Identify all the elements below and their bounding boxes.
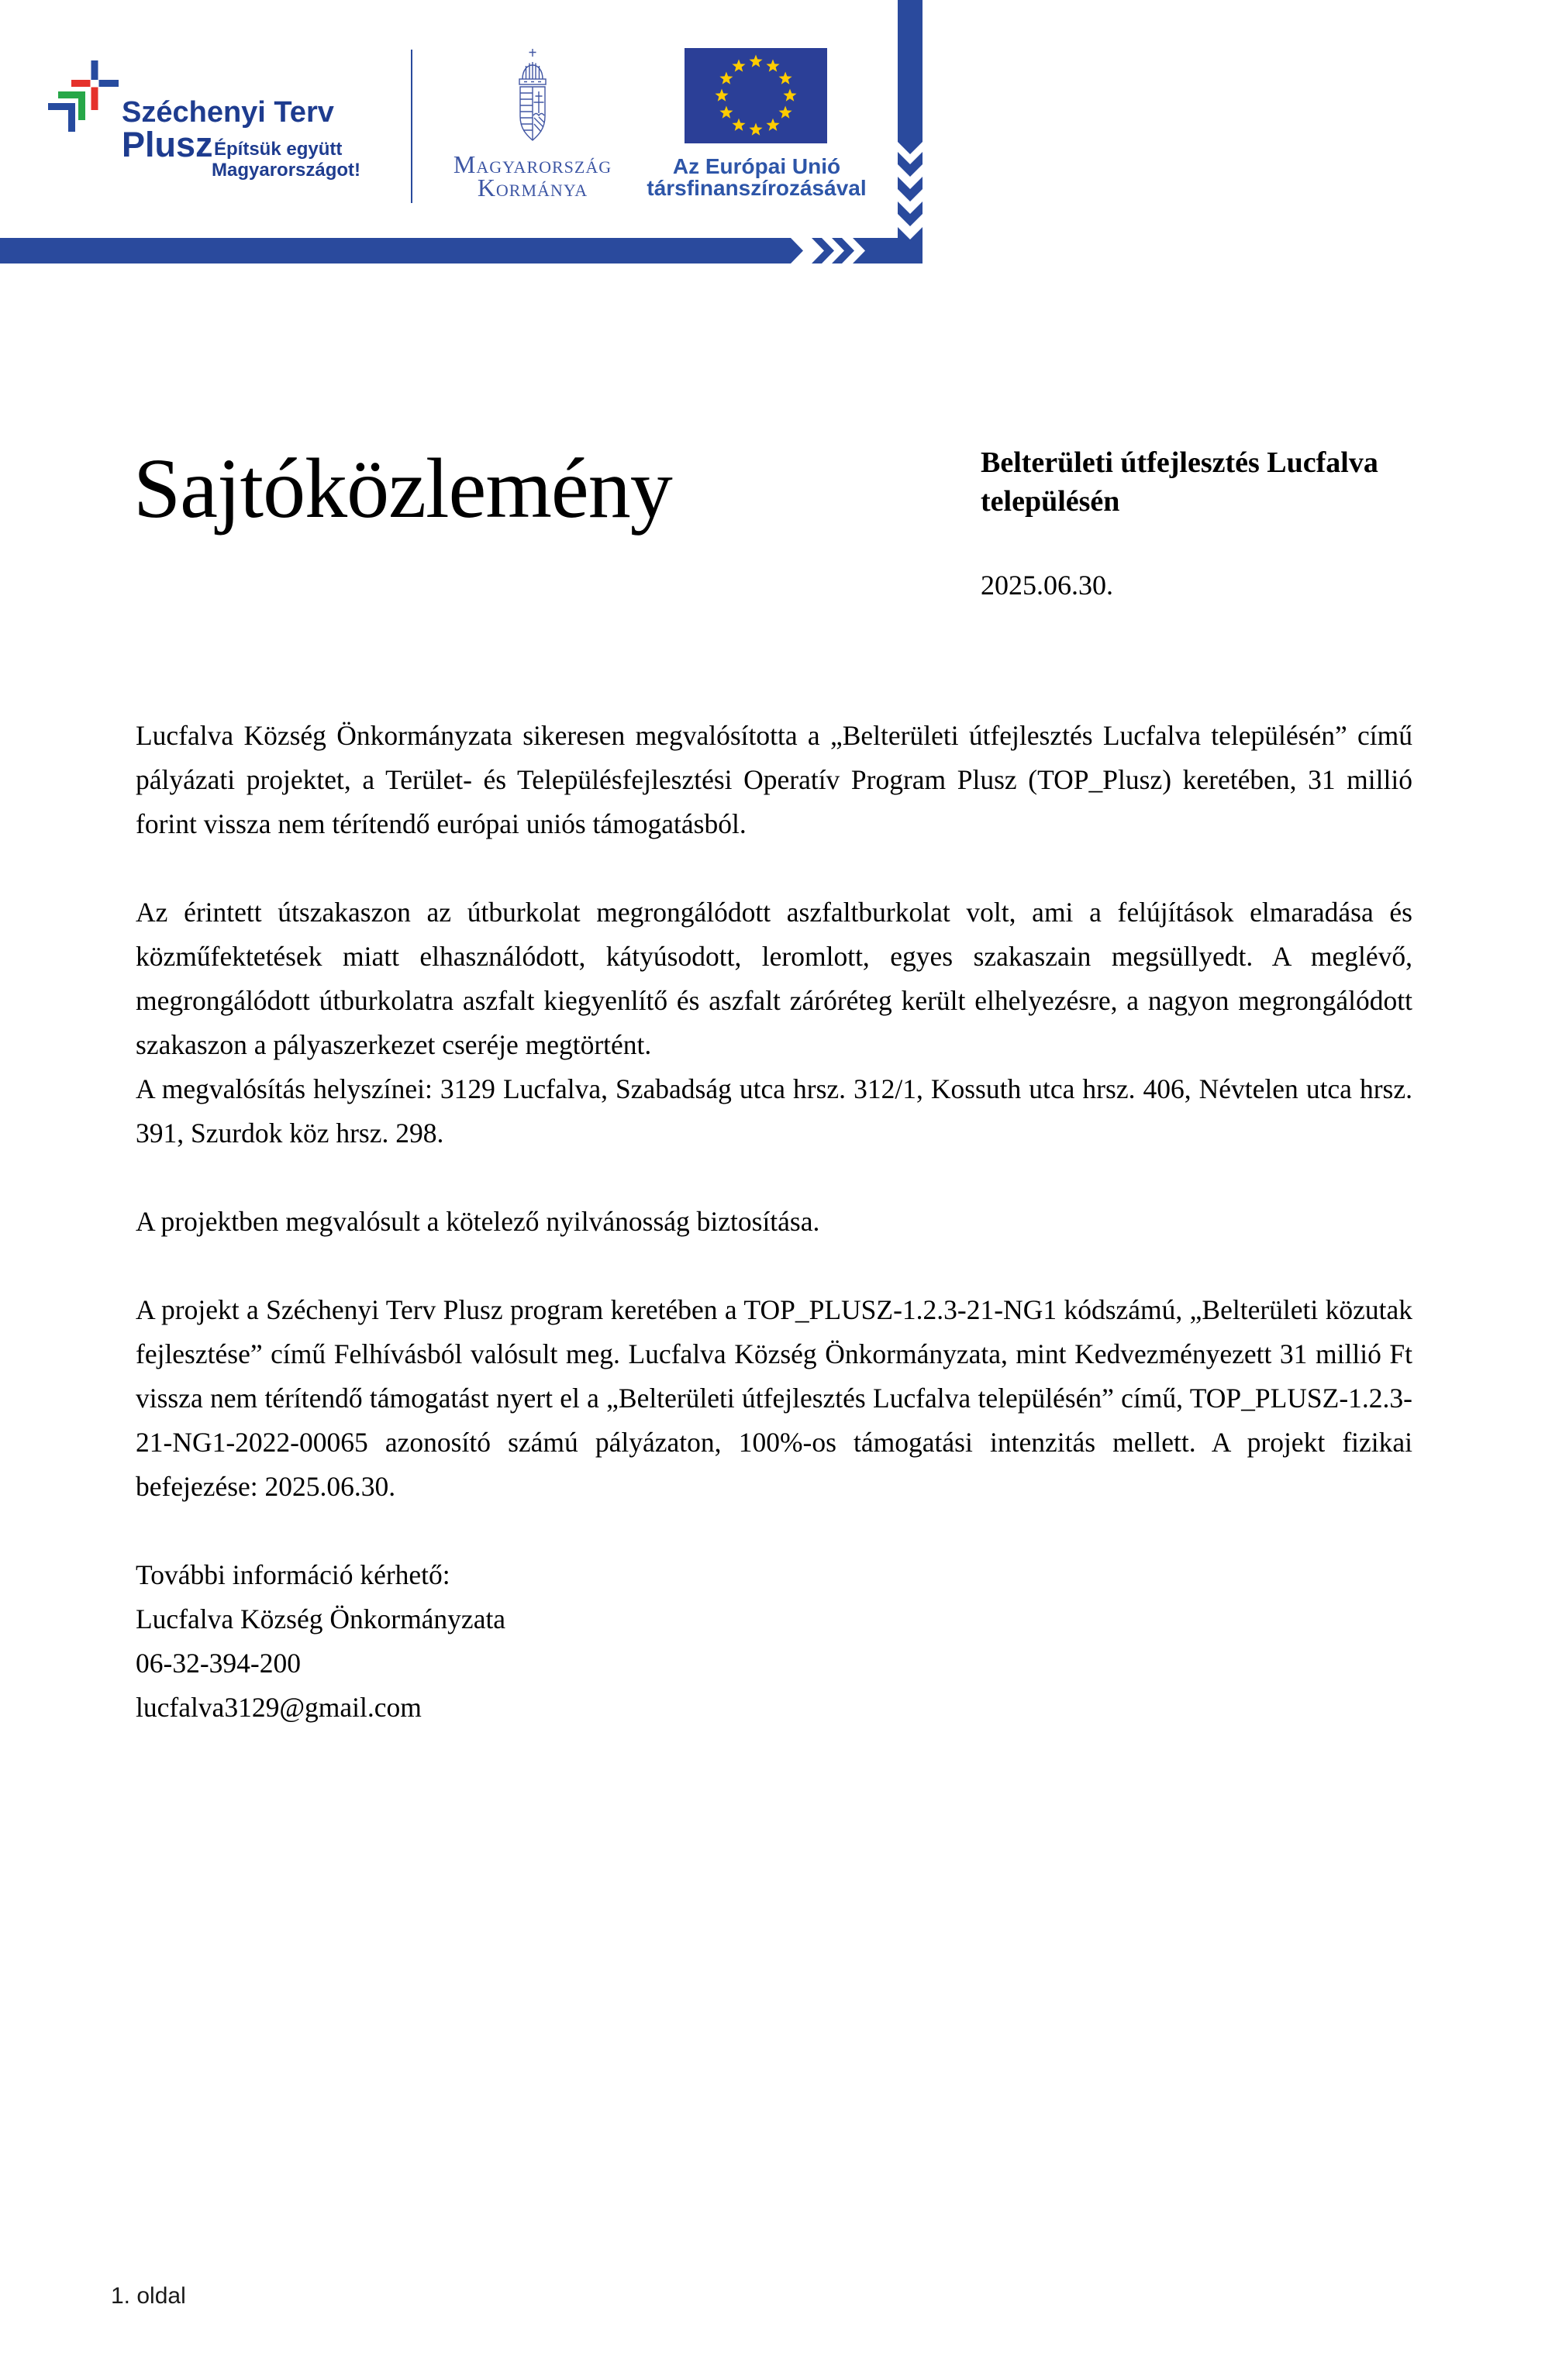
contact-line: Lucfalva Község Önkormányzata xyxy=(136,1603,506,1634)
eu-flag-icon xyxy=(685,48,827,143)
contact-line: További információ kérhető: xyxy=(136,1559,450,1590)
body-paragraph: A megvalósítás helyszínei: 3129 Lucfalva, Szabadság utca hrsz. 312/1, Kossuth utca hrsz. 406, Névtelen utca hrsz. 391, Szurdok köz hrsz. 298. xyxy=(136,1073,1412,1149)
header-divider xyxy=(411,50,412,203)
eu-logo xyxy=(636,31,878,209)
body-paragraph: Az érintett útszakaszon az útburkolat megrongálódott aszfaltburkolat volt, ami a felújítások elmaradása és közműfektetések miatt elhasználódott, kátyúsodott, leromlott, egyes szakaszain megsüllyedt. A meglévő, megrongálódott útburkolatra aszfalt kiegyenlítő és aszfalt záróréteg került elhelyezésre, a nagyon megrongálódott szakaszon a pályaszerkezet cseréje megtörtént. xyxy=(136,897,1412,1060)
page-number: 1. oldal xyxy=(111,2283,186,2309)
eu-logo-line1: Az Európai Unió xyxy=(672,154,841,178)
press-release-title: Sajtóközlemény xyxy=(133,441,672,536)
szechenyi-logo xyxy=(0,0,411,232)
hungary-coat-of-arms-icon xyxy=(509,48,556,144)
government-logo xyxy=(432,31,633,209)
government-logo-line2: Kormánya xyxy=(477,174,588,201)
government-logo-line1: Magyarország xyxy=(453,150,612,178)
body-text xyxy=(136,714,1412,1730)
szechenyi-logo-tagline-line1: Építsük együtt xyxy=(214,139,343,160)
subject-title-line2: településén xyxy=(981,485,1120,518)
release-date: 2025.06.30. xyxy=(981,570,1113,601)
szechenyi-logo-name-line1: Széchenyi Terv xyxy=(122,96,334,129)
body-paragraph: A projekt a Széchenyi Terv Plusz program keretében a TOP_PLUSZ-1.2.3-21-NG1 kódszámú, „Belterületi közutak fejlesztése” című Felhívásból valósult meg. Lucfalva Község Önkormányzata, mint Kedvezményezett 31 millió Ft vissza nem térítendő támogatást nyert el a „Belterületi útfejlesztés Lucfalva településén” című, TOP_PLUSZ-1.2.3-21-NG1-2022-00065 azonosító számú pályázaton, 100%-os támogatási intenzitás mellett. A projekt fizikai befejezése: 2025.06.30. xyxy=(136,1294,1412,1502)
contact-line: lucfalva3129@gmail.com xyxy=(136,1692,422,1723)
body-paragraph: Lucfalva Község Önkormányzata sikeresen megvalósította a „Belterületi útfejlesztés Lucfalva településén” című pályázati projektet, a Terület- és Településfejlesztési Operatív Program Plusz (TOP_Plusz) keretében, 31 millió forint vissza nem térítendő európai uniós támogatásból. xyxy=(136,720,1412,839)
subject-title xyxy=(981,443,1430,521)
contact-line: 06-32-394-200 xyxy=(136,1648,301,1679)
subject-title-line1: Belterületi útfejlesztés Lucfalva xyxy=(981,446,1378,479)
szechenyi-logo-tagline-line2: Magyarországot! xyxy=(212,160,361,181)
szechenyi-logo-mark-icon xyxy=(48,60,122,134)
body-paragraph: A projektben megvalósult a kötelező nyilvánosság biztosítása. xyxy=(136,1206,820,1237)
contact-block xyxy=(136,1553,1412,1730)
eu-logo-line2: társfinanszírozásával xyxy=(647,176,867,200)
szechenyi-logo-name-line2: Plusz xyxy=(122,125,213,164)
